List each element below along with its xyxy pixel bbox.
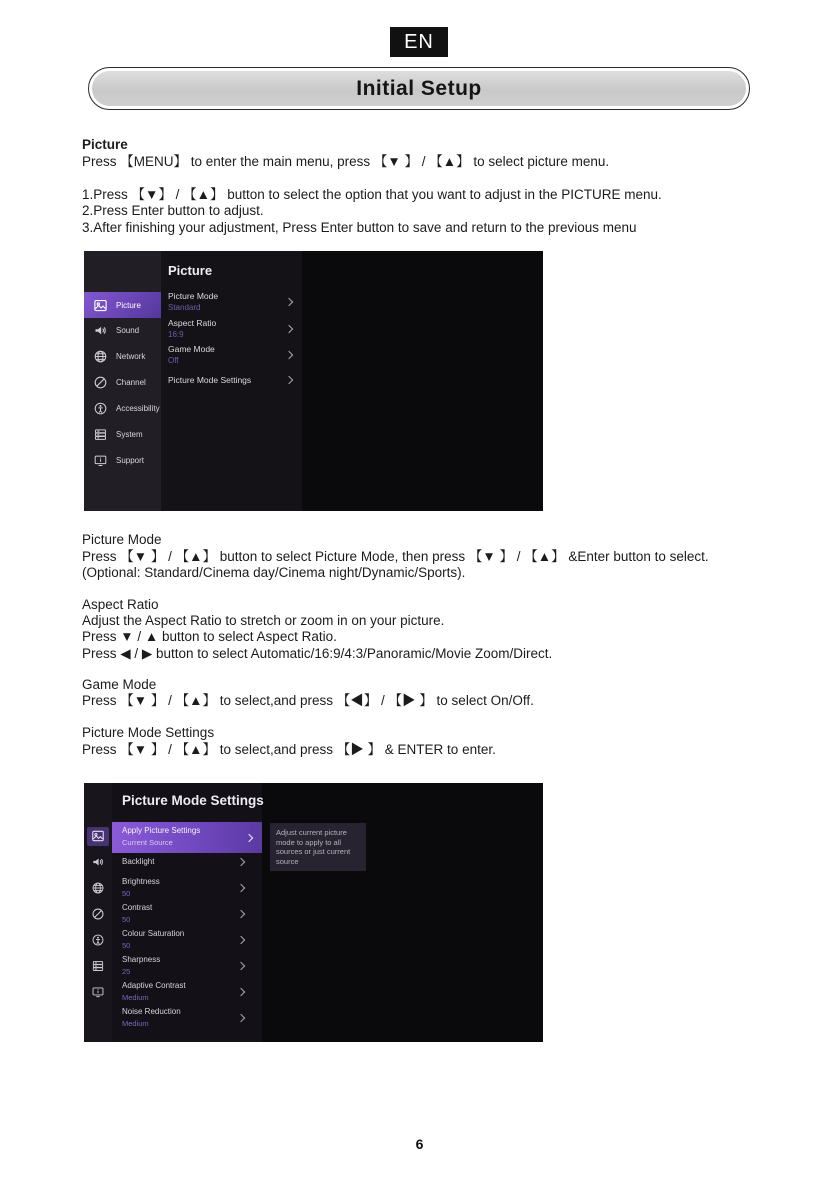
menu-row-picture-mode-settings	[168, 375, 302, 385]
step-1: 1.Press 【▼】 / 【▲】 button to select the option that you want to adjust in the PICTURE menu.	[82, 187, 662, 202]
network-icon	[93, 349, 108, 364]
aspect-ratio-text	[82, 613, 552, 662]
picture-mode-settings-heading: Picture Mode Settings	[82, 725, 215, 740]
menu-row-label: Brightness	[122, 877, 160, 886]
text-line: Press ◀ / ▶ button to select Automatic/16:9/4:3/Panoramic/Movie Zoom/Direct.	[82, 645, 553, 661]
picture-icon	[91, 829, 105, 843]
sidebar-item-label: Picture	[116, 300, 141, 310]
menu-row-noise-reduction	[122, 1007, 244, 1028]
tv-screenshot-picture-mode-settings	[84, 783, 543, 1042]
step-3: 3.After finishing your adjustment, Press Enter button to save and return to the previous menu	[82, 219, 637, 235]
menu-row-value: 16:9	[168, 330, 184, 339]
sidebar-item-label: Support	[116, 455, 145, 465]
menu-row-sharpness	[122, 955, 244, 976]
page-number: 6	[415, 1136, 424, 1152]
menu-row-label: Backlight	[122, 857, 155, 866]
menu-row-label: Sharpness	[122, 955, 161, 964]
menu-row-value: Current Source	[122, 838, 173, 847]
sidebar-item-label: Sound	[116, 325, 140, 335]
sidebar-item-sound	[84, 317, 161, 343]
sidebar-item-label: Channel	[116, 377, 146, 387]
accessibility-icon	[93, 401, 108, 416]
sidebar-item-label: Network	[116, 351, 146, 361]
menu-row-label: Apply Picture Settings	[122, 826, 201, 835]
picture-steps	[82, 187, 662, 236]
menu-row-colour-saturation	[122, 929, 244, 950]
sidebar-item-label: System	[116, 429, 143, 439]
menu-row-picture-mode	[168, 291, 302, 312]
menu-row-value: Off	[168, 356, 179, 365]
step-2: 2.Press Enter button to adjust.	[82, 203, 264, 219]
picture-mode-text	[82, 549, 709, 582]
game-mode-text: Press 【▼ 】 / 【▲】 to select,and press 【◀】 / 【▶ 】 to select On/Off.	[82, 693, 534, 708]
accessibility-icon	[91, 933, 105, 947]
menu-row-label: Adaptive Contrast	[122, 981, 186, 990]
tv-menu-title: Picture	[168, 263, 213, 278]
network-icon	[91, 881, 105, 895]
game-mode-heading: Game Mode	[82, 677, 157, 692]
menu-row-label: Noise Reduction	[122, 1007, 181, 1016]
sidebar-item-label: Accessibility	[116, 403, 160, 413]
picture-heading: Picture	[82, 137, 128, 152]
menu-row-adaptive-contrast	[122, 981, 244, 1002]
menu-row-label: Game Mode	[168, 344, 215, 354]
channel-icon	[91, 907, 105, 921]
tv-screenshot-picture-menu	[84, 251, 543, 511]
section-banner-pill	[92, 71, 746, 106]
sidebar-item-channel	[84, 369, 161, 395]
menu-row-value: Medium	[122, 1019, 149, 1028]
language-badge: EN	[390, 27, 448, 57]
channel-icon	[93, 375, 108, 390]
menu-row-brightness	[122, 877, 244, 898]
menu-row-label: Colour Saturation	[122, 929, 185, 938]
system-icon	[93, 427, 108, 442]
tv-menu-title: Picture Mode Settings	[122, 793, 264, 808]
menu-row-contrast	[122, 903, 244, 924]
sidebar-item-network	[84, 343, 161, 369]
menu-row-aspect-ratio	[168, 318, 302, 339]
menu-row-value: Standard	[168, 303, 201, 312]
sidebar-item-system	[84, 421, 161, 447]
menu-row-value: 50	[122, 889, 131, 898]
picture-intro: Press 【MENU】 to enter the main menu, press 【▼ 】 / 【▲】 to select picture menu.	[82, 154, 610, 169]
menu-row-label: Picture Mode	[168, 291, 219, 301]
menu-row-apply-picture-settings	[112, 822, 262, 853]
sidebar-item-support	[84, 447, 161, 473]
menu-row-value: 50	[122, 941, 131, 950]
picture-icon	[93, 298, 108, 313]
sidebar-item-accessibility	[84, 395, 161, 421]
sidebar-item-picture	[84, 292, 161, 318]
text-line: Press 【▼ 】 / 【▲】 button to select Picture Mode, then press 【▼ 】 / 【▲】 &Enter button to select.	[82, 549, 709, 564]
picture-mode-heading: Picture Mode	[82, 532, 162, 547]
section-banner	[88, 67, 750, 110]
support-icon	[91, 985, 105, 999]
menu-row-label: Picture Mode Settings	[168, 375, 252, 385]
sound-icon	[93, 323, 108, 338]
sound-icon	[91, 855, 105, 869]
tooltip: Adjust current picture mode to apply to all sources or just current source	[270, 823, 366, 871]
menu-row-value: 50	[122, 915, 131, 924]
menu-row-label: Aspect Ratio	[168, 318, 217, 328]
support-icon	[93, 453, 108, 468]
text-line: Press ▼ / ▲ button to select Aspect Ratio.	[82, 629, 337, 645]
system-icon	[91, 959, 105, 973]
menu-row-value: Medium	[122, 993, 149, 1002]
menu-row-value: 25	[122, 967, 131, 976]
page-title: Initial Setup	[356, 76, 482, 100]
menu-row-label: Contrast	[122, 903, 153, 912]
aspect-ratio-heading: Aspect Ratio	[82, 597, 159, 612]
picture-mode-settings-text: Press 【▼ 】 / 【▲】 to select,and press 【▶ 】 & ENTER to enter.	[82, 742, 496, 757]
text-line: (Optional: Standard/Cinema day/Cinema night/Dynamic/Sports).	[82, 565, 466, 581]
menu-row-game-mode	[168, 344, 302, 365]
text-line: Adjust the Aspect Ratio to stretch or zoom in on your picture.	[82, 613, 445, 628]
menu-row-backlight	[122, 857, 244, 866]
